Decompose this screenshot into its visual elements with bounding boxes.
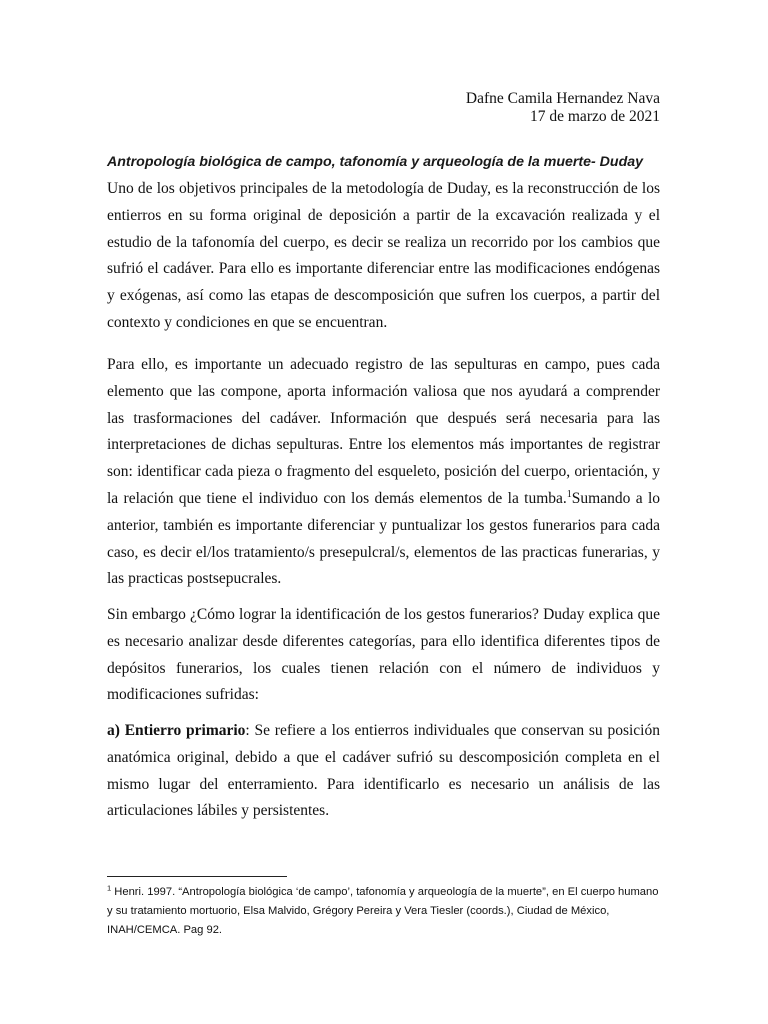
paragraph-2-text-b: Sumando a lo anterior, también es importante diferenciar y puntualizar los gestos funerarios para cada caso, es decir el/los tratamiento/s presepulcral/s, elementos de las practicas funerarias, y las practicas postsepucrales. (107, 489, 660, 588)
footnote (107, 883, 663, 940)
author-name: Dafne Camila Hernandez Nava (465, 90, 660, 107)
section-label-primary-burial: a) Entierro primario (107, 722, 246, 739)
footnote-reference[interactable]: 1 (566, 488, 572, 500)
document-date: 17 de marzo de 2021 (530, 108, 660, 125)
paragraph-3: Sin embargo ¿Cómo lograr la identificación de los gestos funerarios? Duday explica que es necesario analizar desde diferentes categorías, para ello identifica diferentes tipos de depósitos funerarios, los cuales tienen relación con el número de individuos y modificaciones sufridas: (107, 606, 660, 704)
paragraph-2 (107, 352, 660, 593)
document-title: Antropología biológica de campo, tafonomía y arqueología de la muerte- Duday (107, 154, 644, 170)
footnote-separator (107, 876, 287, 877)
footnote-text: Henri. 1997. “Antropología biológica ‘de campo’, tafonomía y arqueología de la muerte”, en El cuerpo humano y su tratamiento mortuorio, Elsa Malvido, Grégory Pereira y Vera Tiesler (coords.), Ciudad de México, INAH/CEMCA. Pag 92. (107, 886, 659, 936)
paragraph-1: Uno de los objetivos principales de la metodología de Duday, es la reconstrucción de los entierros en su forma original de deposición a partir de la excavación realizada y el estudio de la tafonomía del cuerpo, es decir se realiza un recorrido por los cambios que sufrió el cadáver. Para ello es importante diferenciar entre las modificaciones endógenas y exógenas, así como las etapas de descomposición que sufren los cuerpos, a partir del contexto y condiciones en que se encuentran. (107, 180, 660, 331)
paragraph-4 (107, 718, 660, 825)
footnote-number: 1 (107, 883, 112, 893)
document-header (466, 90, 660, 126)
paragraph-4-text: : Se refiere a los entierros individuales que conservan su posición anatómica original, debido a que el cadáver sufrió su descomposición completa en el mismo lugar del enterramiento. Para identificarlo es necesario un análisis de las articulaciones lábiles y persistentes. (107, 722, 660, 820)
paragraph-2-text-a: Para ello, es importante un adecuado registro de las sepulturas en campo, pues cada elemento que las compone, aporta información valiosa que nos ayudará a comprender las trasformaciones del cadáver. Información que después será necesaria para las interpretaciones de dichas sepulturas. Entre los elementos más importantes de registrar son: identificar cada pieza o fragmento del esqueleto, posición del cuerpo, orientación, y la relación que tiene el individuo con los demás elementos de la tumba. (107, 356, 660, 507)
